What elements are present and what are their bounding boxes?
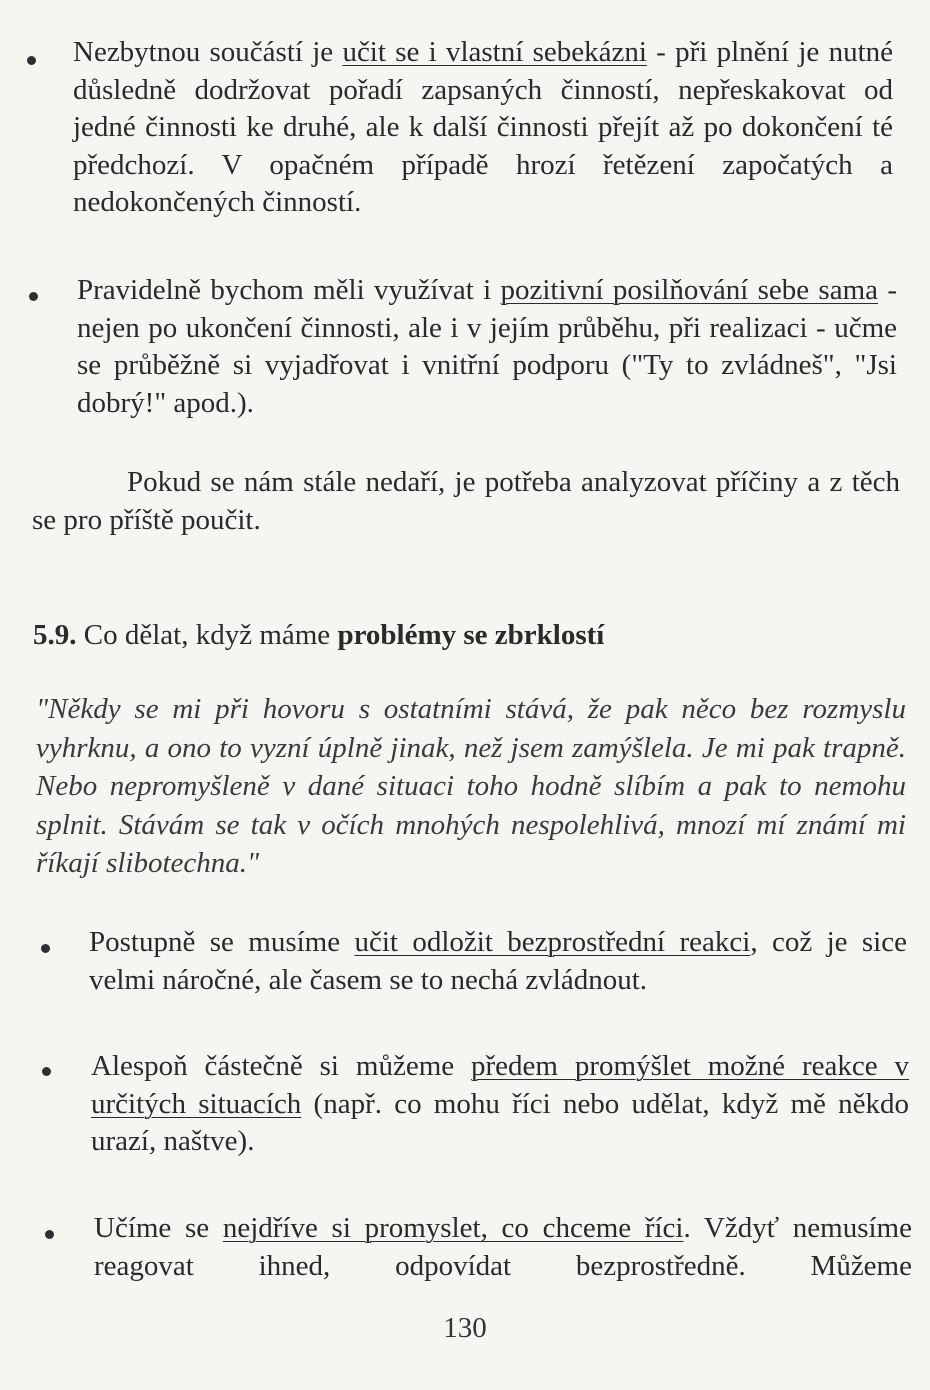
bullet-item: Pravidelně bychom měli využívat i pozitivní posilňování sebe sama - nejen po ukončení činnosti, ale i v jejím průběhu, při realizaci - učme se průběžně si vyjadřovat i vnitřní podporu ("Ty to zvládneš", "Jsi dobrý!" apod.). [0,272,930,432]
bullet-dot-icon [27,56,36,65]
underlined-phrase: předem promýšlet možné reakce v určitých situacích [91,1050,909,1120]
bullet-dot-icon [42,1067,51,1076]
bullet-item: Alespoň částečně si můžeme předem promýšlet možné reakce v určitých situacích (např. co mohu říci nebo udělat, když mě někdo urazí, naštve). [0,1048,930,1168]
page-number: 130 [443,1312,487,1344]
bullet-dot-icon [29,292,38,301]
bullet-item: Nezbytnou součástí je učit se i vlastní sebekázni - při plnění je nutné důsledně dodržovat pořadí zapsaných činností, nepřeskakovat od jedné činnosti ke druhé, ale k další činnosti přejít až po dokončení té předchozí. V opačném případě hrozí řetězení započatých a nedokončených činností. [0,34,930,234]
section-heading [33,617,893,654]
bullet-item: Postupně se musíme učit odložit bezprostřední reakci, což je sice velmi náročné, ale časem se to nechá zvládnout. [0,924,930,1014]
underlined-phrase: pozitivní posilňování sebe sama [500,274,879,306]
section-number: 5.9. [33,619,77,651]
bullet-dot-icon [41,944,50,953]
underlined-phrase: učit se i vlastní sebekázni [342,36,647,68]
bullet-item: Učíme se nejdříve si promyslet, co chceme říci. Vždyť nemusíme reagovat ihned, odpovídat bezprostředně. Můžeme [0,1210,930,1300]
underlined-phrase: nejdříve si promyslet, co chceme říci [222,1212,684,1244]
section-title-bold: problémy se zbrklostí [337,619,605,651]
body-paragraph: Pokud se nám stále nedaří, je potřeba analyzovat příčiny a z těch se pro příště poučit. [32,466,900,536]
quote-paragraph: "Někdy se mi při hovoru s ostatními stává, že pak něco bez rozmyslu vyhrknu, a ono to vyzní úplně jinak, než jsem zamýšlela. Je mi pak trapně. Nebo nepromyšleně v dané situaci toho hodně slíbím a pak to nemohu splnit. Stávám se tak v očích mnohých nespolehlivá, mnozí mí známí mi říkají slibotechna." [36,693,906,879]
bullet-dot-icon [45,1230,54,1239]
section-title: Co dělat, když máme [83,619,331,651]
underlined-phrase: učit odložit bezprostřední reakci [354,926,751,958]
